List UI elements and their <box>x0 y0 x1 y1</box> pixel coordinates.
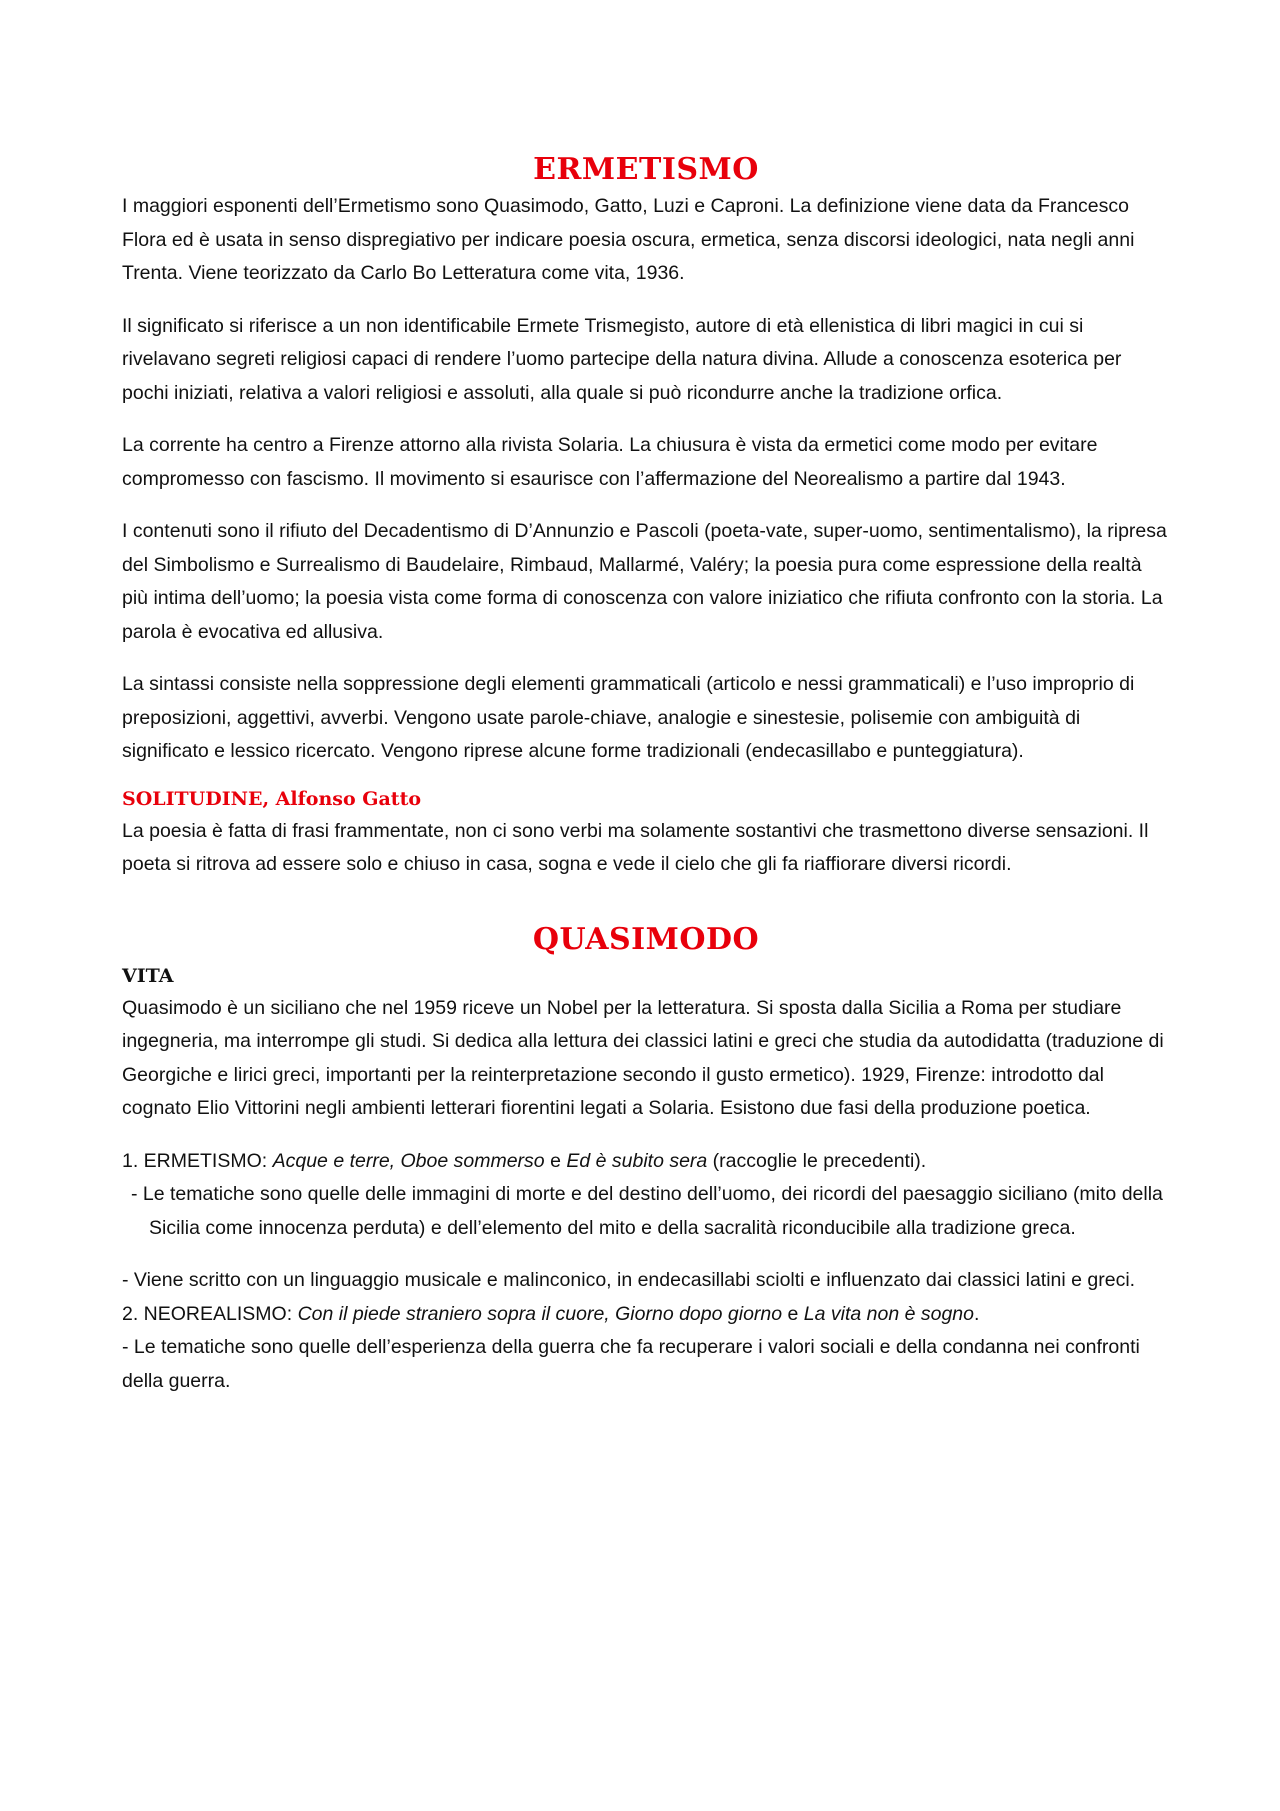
paragraph-contenuti: I contenuti sono il rifiuto del Decadentismo di D’Annunzio e Pascoli (poeta-vate, super-uomo, sentimentalismo), la ripresa del Simbolismo e Surrealismo di Baudelaire, Rimbaud, Mallarmé, Valéry; la poesia pura come espressione della realtà più intima dell’uomo; la poesia vista come forma di conoscenza con valore iniziatico che rifiuta confronto con la storia. La parola è evocativa ed allusiva. <box>122 520 1167 643</box>
phase-ermetismo-work2: Ed è subito sera <box>566 1149 708 1172</box>
phase-ermetismo-and: e <box>544 1149 567 1172</box>
phase-ermetismo-bullet-2: - Viene scritto con un linguaggio musicale e malinconico, in endecasillabi sciolti e influenzato dai classici latini e greci. <box>122 1269 1136 1291</box>
phase-ermetismo-bullet-1: - Le tematiche sono quelle delle immagini di morte e del destino dell’uomo, dei ricordi del paesaggio siciliano (mito della Sicilia come innocenza perduta) e dell’elemento del mito e della sacralità riconducibile alla tradizione greca. <box>131 1183 1163 1239</box>
phase-neorealismo-end: . <box>974 1302 980 1325</box>
paragraph-intro: I maggiori esponenti dell’Ermetismo sono Quasimodo, Gatto, Luzi e Caproni. La definizione viene data da Francesco Flora ed è usata in senso dispregiativo per indicare poesia oscura, ermetica, senza discorsi ideologici, nata negli anni Trenta. Viene teorizzato da Carlo Bo Letteratura come vita, 1936. <box>122 195 1135 284</box>
phase-ermetismo-note: (raccoglie le precedenti). <box>707 1149 927 1172</box>
phase-neorealismo-and: e <box>782 1302 804 1325</box>
phase-ermetismo <box>122 1145 1170 1179</box>
paragraph-corrente: La corrente ha centro a Firenze attorno alla rivista Solaria. La chiusura è vista da ermetici come modo per evitare compromesso con fascismo. Il movimento si esaurisce con l’affermazione del Neorealismo a partire dal 1943. <box>122 434 1098 490</box>
title-quasimodo: QUASIMODO <box>532 921 760 957</box>
phase-neorealismo-label: 2. NEOREALISMO: <box>122 1302 298 1325</box>
phase-neorealismo <box>122 1298 1170 1332</box>
heading-vita: VITA <box>122 964 174 987</box>
phase-neorealismo-work1: Con il piede straniero sopra il cuore, Giorno dopo giorno <box>297 1302 783 1325</box>
title-ermetismo: ERMETISMO <box>533 152 759 187</box>
phase-ermetismo-label: 1. ERMETISMO: <box>122 1149 273 1172</box>
phase-neorealismo-bullet-1: - Le tematiche sono quelle dell’esperienza della guerra che fa recuperare i valori sociali e della condanna nei confronti della guerra. <box>122 1336 1140 1392</box>
phase-neorealismo-work2: La vita non è sogno <box>803 1302 974 1325</box>
paragraph-vita: Quasimodo è un siciliano che nel 1959 riceve un Nobel per la letteratura. Si sposta dalla Sicilia a Roma per studiare ingegneria, ma interrompe gli studi. Si dedica alla lettura dei classici latini e greci che studia da autodidatta (traduzione di Georgiche e lirici greci, importanti per la reinterpretazione secondo il gusto ermetico). 1929, Firenze: introdotto dal cognato Elio Vittorini negli ambienti letterari fiorentini legati a Solaria. Esistono due fasi della produzione poetica. <box>122 996 1164 1119</box>
heading-solitudine: SOLITUDINE, Alfonso Gatto <box>122 787 422 810</box>
phase-ermetismo-work1: Acque e terre, Oboe sommerso <box>272 1149 545 1172</box>
paragraph-sintassi: La sintassi consiste nella soppressione degli elementi grammaticali (articolo e nessi grammaticali) e l’uso improprio di preposizioni, aggettivi, avverbi. Vengono usate parole-chiave, analogie e sinestesie, polisemie con ambiguità di significato e lessico ricercato. Vengono riprese alcune forme tradizionali (endecasillabo e punteggiatura). <box>122 673 1135 762</box>
paragraph-solitudine: La poesia è fatta di frasi frammentate, non ci sono verbi ma solamente sostantivi che trasmettono diverse sensazioni. Il poeta si ritrova ad essere solo e chiuso in casa, sogna e vede il cielo che gli fa riaffiorare diversi ricordi. <box>122 819 1149 875</box>
paragraph-significato: Il significato si riferisce a un non identificabile Ermete Trismegisto, autore di età ellenistica di libri magici in cui si rivelavano segreti religiosi capaci di rendere l’uomo partecipe della natura divina. Allude a conoscenza esoterica per pochi iniziati, relativa a valori religiosi e assoluti, alla quale si può ricondurre anche la tradizione orfica. <box>122 314 1122 404</box>
